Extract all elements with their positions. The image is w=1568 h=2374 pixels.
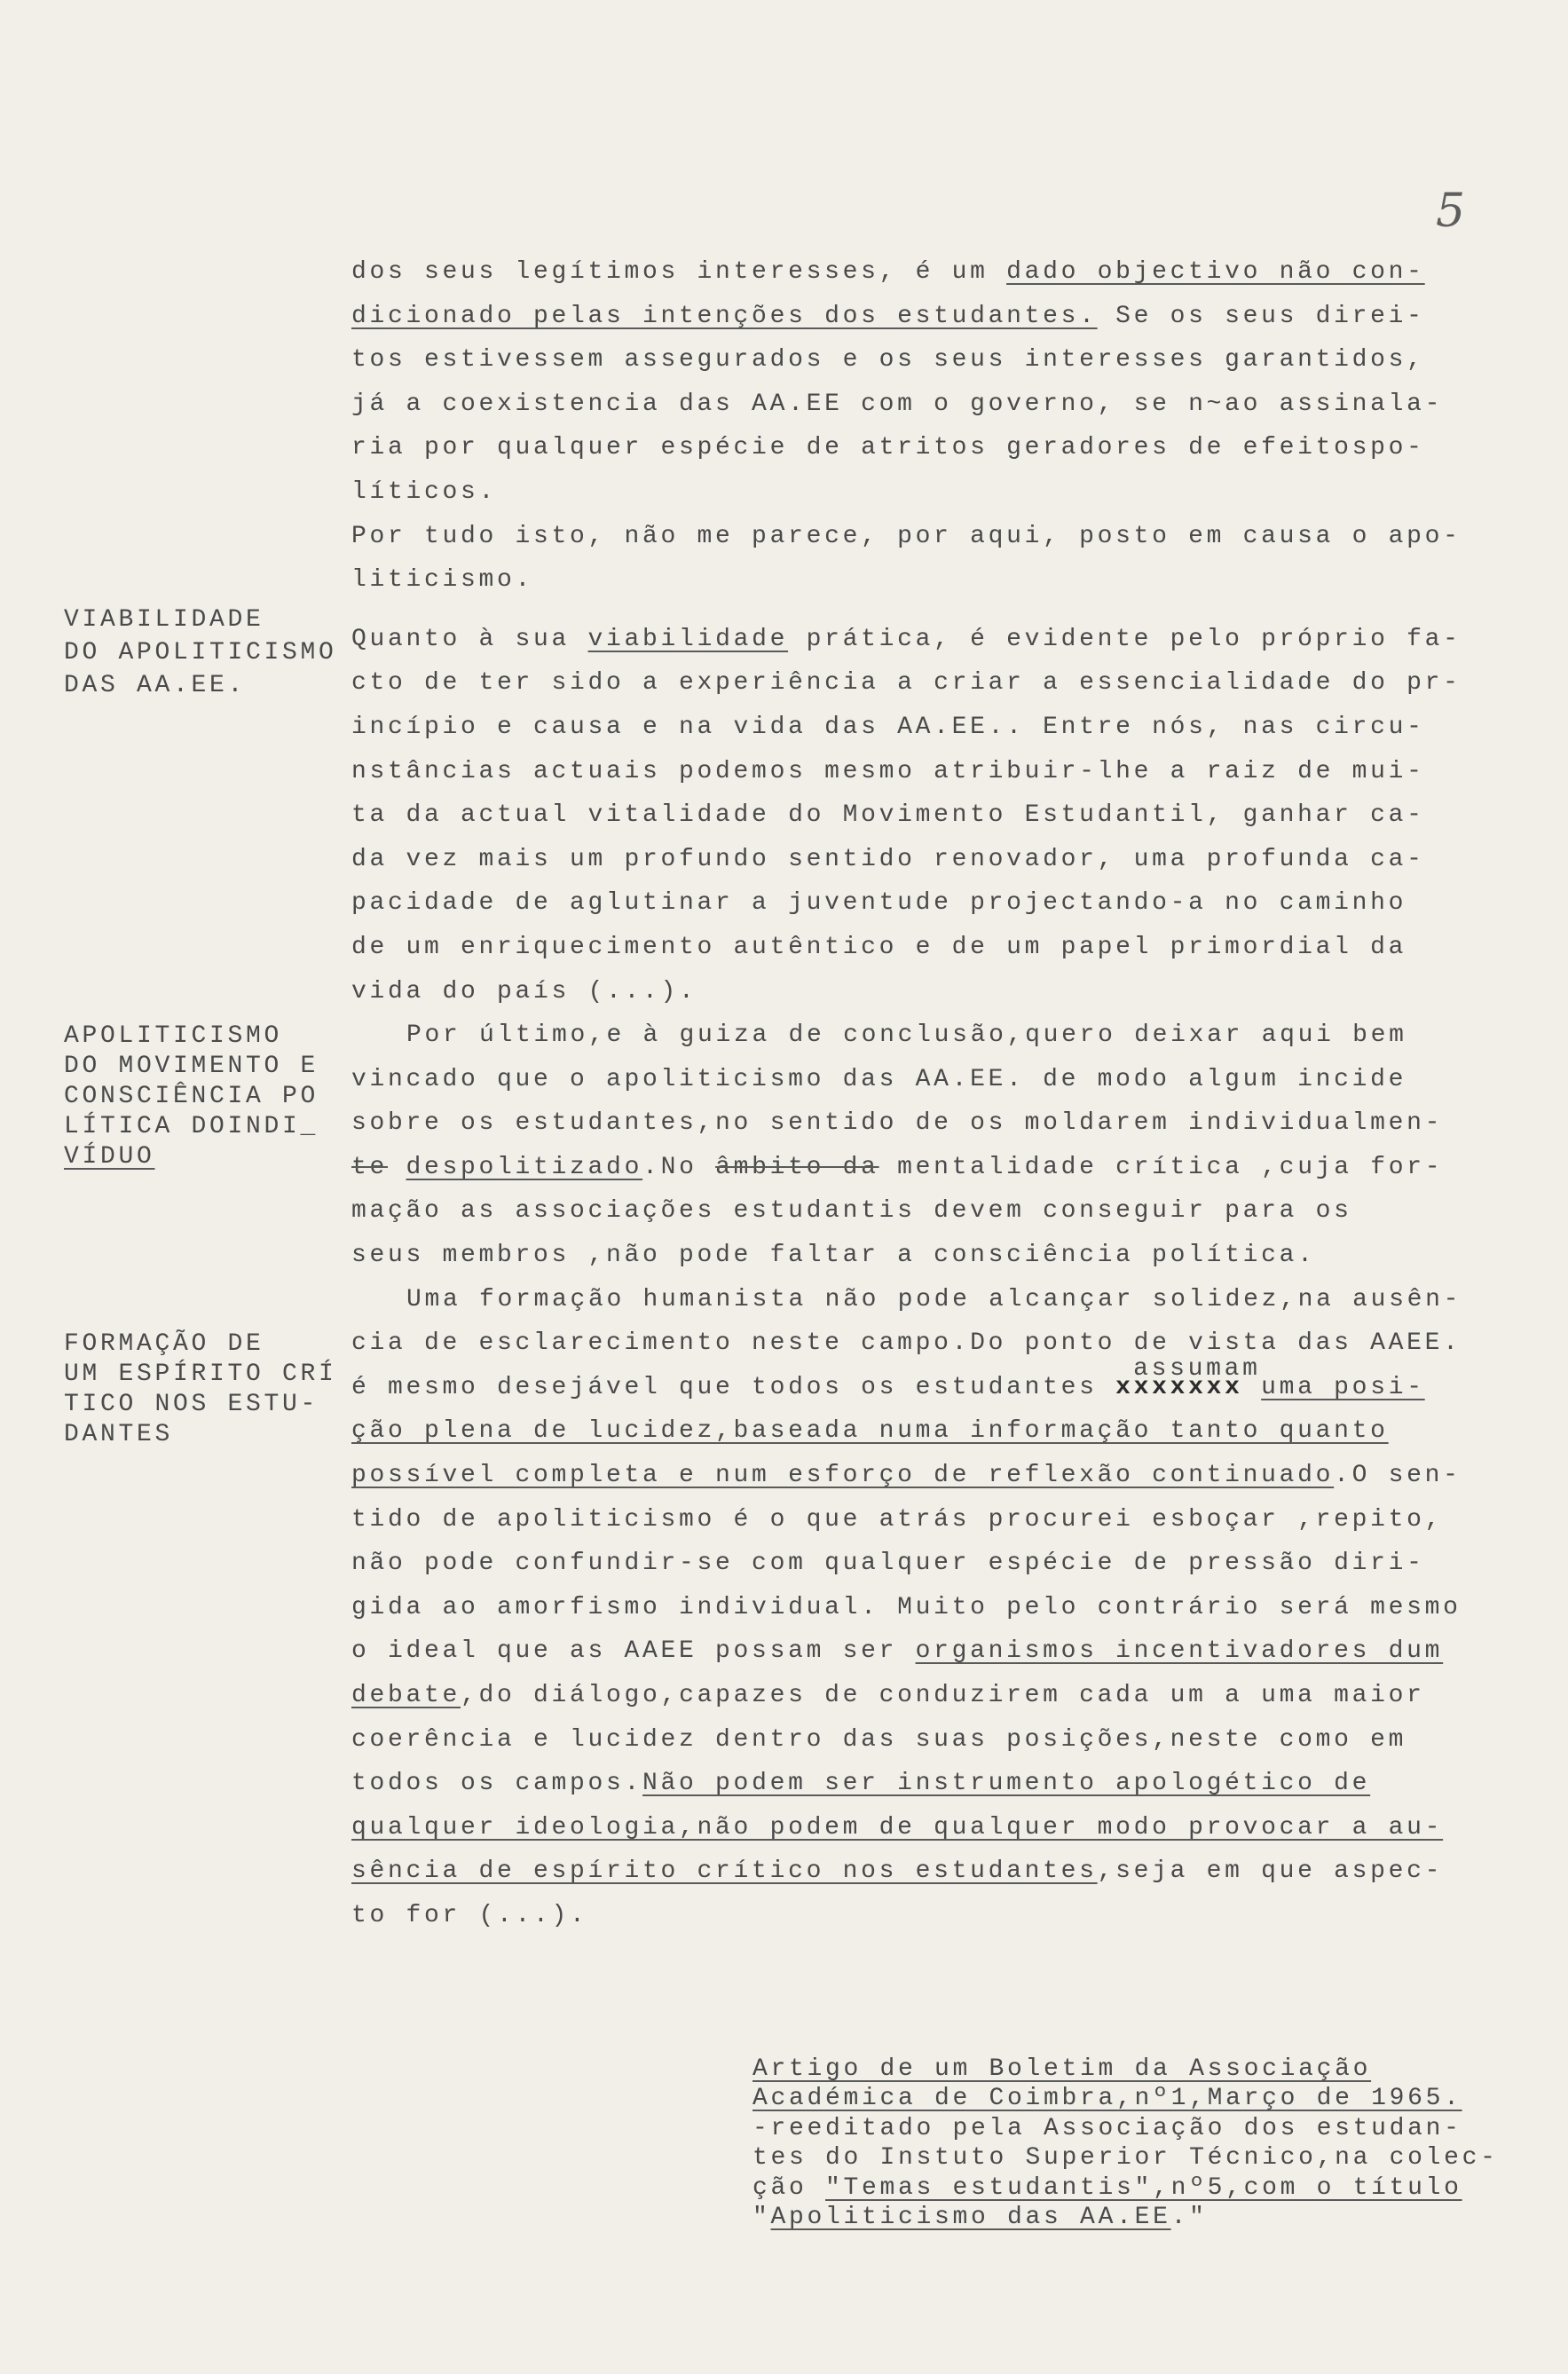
underlined-text: qualquer ideologia,não podem de qualquer modo provocar a au-	[351, 1813, 1444, 1842]
body-text: Se os seus direi-	[1097, 302, 1425, 330]
body-line	[351, 1674, 1505, 1718]
body-line	[351, 1586, 1505, 1630]
body-line	[351, 383, 1505, 427]
struck-text: âmbito da	[715, 1153, 879, 1181]
body-text: da vez mais um profundo sentido renovador, uma profunda ca-	[351, 845, 1425, 873]
body-line	[351, 1498, 1505, 1542]
body-line	[351, 1189, 1505, 1234]
underlined-text: dado objectivo não con-	[1006, 258, 1425, 286]
citation-text: "	[752, 2203, 771, 2231]
body-text: vida do país (...).	[351, 977, 697, 1006]
body-line	[351, 1354, 1505, 1410]
inserted-word: assumam	[1133, 1354, 1261, 1383]
citation-underlined: "Temas estudantis",nº5,com o título	[825, 2173, 1462, 2202]
body-line	[351, 1454, 1505, 1498]
body-text: não pode confundir-se com qualquer espécie de pressão diri-	[351, 1550, 1425, 1578]
underlined-text: ção plena de lucidez,baseada numa informação tanto quanto	[351, 1417, 1389, 1446]
body-line	[351, 881, 1505, 926]
body-text: prática, é evidente pelo próprio fa-	[788, 625, 1462, 653]
struck-word-text: xxxxxxx	[1115, 1373, 1243, 1401]
underlined-text: sência de espírito crítico nos estudantes	[351, 1857, 1098, 1886]
body-text: ,seja em que aspec-	[1097, 1857, 1444, 1886]
underlined-text: uma posi-	[1261, 1373, 1425, 1401]
body-line	[351, 1234, 1505, 1278]
body-line	[351, 970, 1505, 1014]
margin-note-apoliticism	[64, 1021, 319, 1172]
body-text: todos os campos.	[351, 1770, 643, 1798]
margin-note-line: LÍTICA DOINDI_	[64, 1113, 319, 1140]
underlined-text: Não podem ser instrumento apologético de	[642, 1770, 1371, 1798]
body-line	[351, 1146, 1505, 1190]
margin-note-line: VIABILIDADE	[64, 606, 264, 634]
body-text: dos seus legítimos interesses, é um	[351, 258, 1007, 286]
margin-note-line: APOLITICISMO	[64, 1022, 283, 1050]
body-text: tido de apoliticismo é o que atrás procurei esboçar ,repito,	[351, 1505, 1444, 1534]
citation-underlined: Académica de Coimbra,nº1,Março de 1965.	[752, 2085, 1462, 2113]
citation-text: -reeditado pela Associação dos estudan-	[752, 2114, 1462, 2142]
body-line	[351, 1806, 1505, 1850]
body-line	[351, 750, 1505, 794]
body-line	[351, 1762, 1505, 1806]
body-text: pacidade de aglutinar a juventude projectando-a no caminho	[351, 889, 1407, 918]
margin-note-line: DO APOLITICISMO	[64, 639, 337, 666]
body-text: tos estivessem assegurados e os seus interesses garantidos,	[351, 346, 1425, 375]
body-text: é mesmo desejável que todos os estudantes	[351, 1373, 1116, 1401]
underlined-text: dicionado pelas intenções dos estudantes.	[351, 302, 1098, 330]
citation-text: ção	[752, 2173, 826, 2202]
body-text: .O sen-	[1334, 1462, 1462, 1490]
body-text: mação as associações estudantis devem conseguir para os	[351, 1197, 1352, 1226]
body-text: vincado que o apoliticismo das AA.EE. de modo algum incide	[351, 1065, 1407, 1093]
citation-line	[752, 2143, 1499, 2173]
body-text: Por tudo isto, não me parece, por aqui, posto em causa o apo-	[351, 522, 1462, 550]
underlined-text: despolitizado	[406, 1153, 643, 1181]
body-text: líticos.	[351, 477, 498, 506]
citation-line	[752, 2084, 1499, 2113]
body-line	[351, 1101, 1505, 1146]
page-number: 5	[1436, 185, 1466, 238]
citation-text: ."	[1170, 2203, 1208, 2231]
body-text: .No	[642, 1153, 716, 1181]
underlined-text: organismos incentivadores dum	[915, 1637, 1444, 1666]
body-text: mentalidade crítica ,cuja for-	[879, 1153, 1444, 1181]
margin-note-line: TICO NOS ESTU-	[64, 1391, 319, 1418]
body-text: ria por qualquer espécie de atritos geradores de efeitospo-	[351, 434, 1425, 462]
body-line	[351, 1894, 1505, 1938]
body-line	[351, 1850, 1505, 1894]
underlined-text: viabilidade	[587, 625, 789, 653]
body-text: coerência e lucidez dentro das suas posições,neste como em	[351, 1725, 1407, 1754]
underlined-text: possível completa e num esforço de reflexão continuado	[351, 1462, 1335, 1490]
body-line	[351, 838, 1505, 882]
body-line	[351, 618, 1505, 662]
body-text: cia de esclarecimento neste campo.Do ponto de vista das AAEE.	[351, 1329, 1462, 1358]
body-line	[351, 1718, 1505, 1763]
citation	[752, 2055, 1499, 2232]
body-text: gida ao amorfismo individual. Muito pelo contrário será mesmo	[351, 1593, 1462, 1621]
body-line	[351, 470, 1505, 515]
body-text: to for (...).	[351, 1901, 588, 1929]
body-text: liticismo.	[351, 566, 534, 595]
body-line	[351, 338, 1505, 383]
margin-note-line: UM ESPÍRITO CRÍ	[64, 1361, 337, 1388]
citation-text: tes do Instuto Superior Técnico,na colec-	[752, 2144, 1499, 2173]
body-text: já a coexistencia das AA.EE com o governo, se n~ao assinala-	[351, 390, 1444, 418]
body-text: incípio e causa e na vida das AA.EE.. Entre nós, nas circu-	[351, 713, 1425, 741]
body-line	[351, 1278, 1505, 1322]
body-line	[351, 661, 1505, 706]
body-line	[351, 426, 1505, 470]
body-text: seus membros ,não pode faltar a consciência política.	[351, 1242, 1316, 1270]
body-line	[351, 1013, 1505, 1058]
body-line	[351, 1321, 1505, 1366]
body-line	[351, 558, 1505, 603]
margin-note-underlined: VÍDUO	[64, 1143, 155, 1171]
body-text: Quanto à sua	[351, 625, 588, 653]
body-line	[351, 1058, 1505, 1102]
citation-line	[752, 2055, 1499, 2084]
citation-underlined: Artigo de um Boletim da Associação	[752, 2055, 1372, 2083]
body-text: de um enriquecimento autêntico e de um papel primordial da	[351, 933, 1407, 961]
body-line	[351, 250, 1505, 295]
margin-note-viability	[64, 603, 337, 702]
body-text: o ideal que as AAEE possam ser	[351, 1637, 916, 1666]
body-text	[388, 1154, 406, 1181]
body-line	[351, 295, 1505, 339]
body-text: nstâncias actuais podemos mesmo atribuir-lhe a raiz de mui-	[351, 757, 1425, 785]
body-text: ,do diálogo,capazes de conduzirem cada um a uma maior	[461, 1682, 1425, 1709]
body-line	[351, 1409, 1505, 1454]
body-line	[351, 706, 1505, 750]
margin-note-line: DO MOVIMENTO E	[64, 1053, 319, 1080]
body-text: cto de ter sido a experiência a criar a essencialidade do pr-	[351, 669, 1462, 698]
article-body	[351, 250, 1505, 1938]
citation-line	[752, 2203, 1499, 2232]
body-text: sobre os estudantes,no sentido de os moldarem individualmen-	[351, 1109, 1444, 1138]
margin-note-line: DANTES	[64, 1421, 174, 1448]
margin-note-line: CONSCIÊNCIA PO	[64, 1083, 319, 1110]
body-line	[351, 1629, 1505, 1674]
struck-text: te	[351, 1153, 389, 1181]
body-line	[351, 515, 1505, 559]
body-text: ta da actual vitalidade do Movimento Estudantil, ganhar ca-	[351, 801, 1425, 830]
struck-word	[1115, 1354, 1261, 1401]
citation-line	[752, 2173, 1499, 2203]
margin-note-line: FORMAÇÃO DE	[64, 1330, 264, 1358]
citation-underlined: Apoliticismo das AA.EE	[770, 2203, 1171, 2231]
body-line	[351, 926, 1505, 970]
margin-note-line	[64, 1142, 319, 1172]
underlined-text: debate	[351, 1682, 461, 1709]
body-line	[351, 1542, 1505, 1586]
body-text: Uma formação humanista não pode alcançar solidez,na ausên-	[406, 1285, 1462, 1313]
margin-note-line: DAS AA.EE.	[64, 672, 247, 699]
margin-note-formation	[64, 1329, 337, 1450]
body-line	[351, 793, 1505, 838]
citation-line	[752, 2114, 1499, 2143]
body-text: Por último,e à guiza de conclusão,quero deixar aqui bem	[406, 1021, 1407, 1050]
